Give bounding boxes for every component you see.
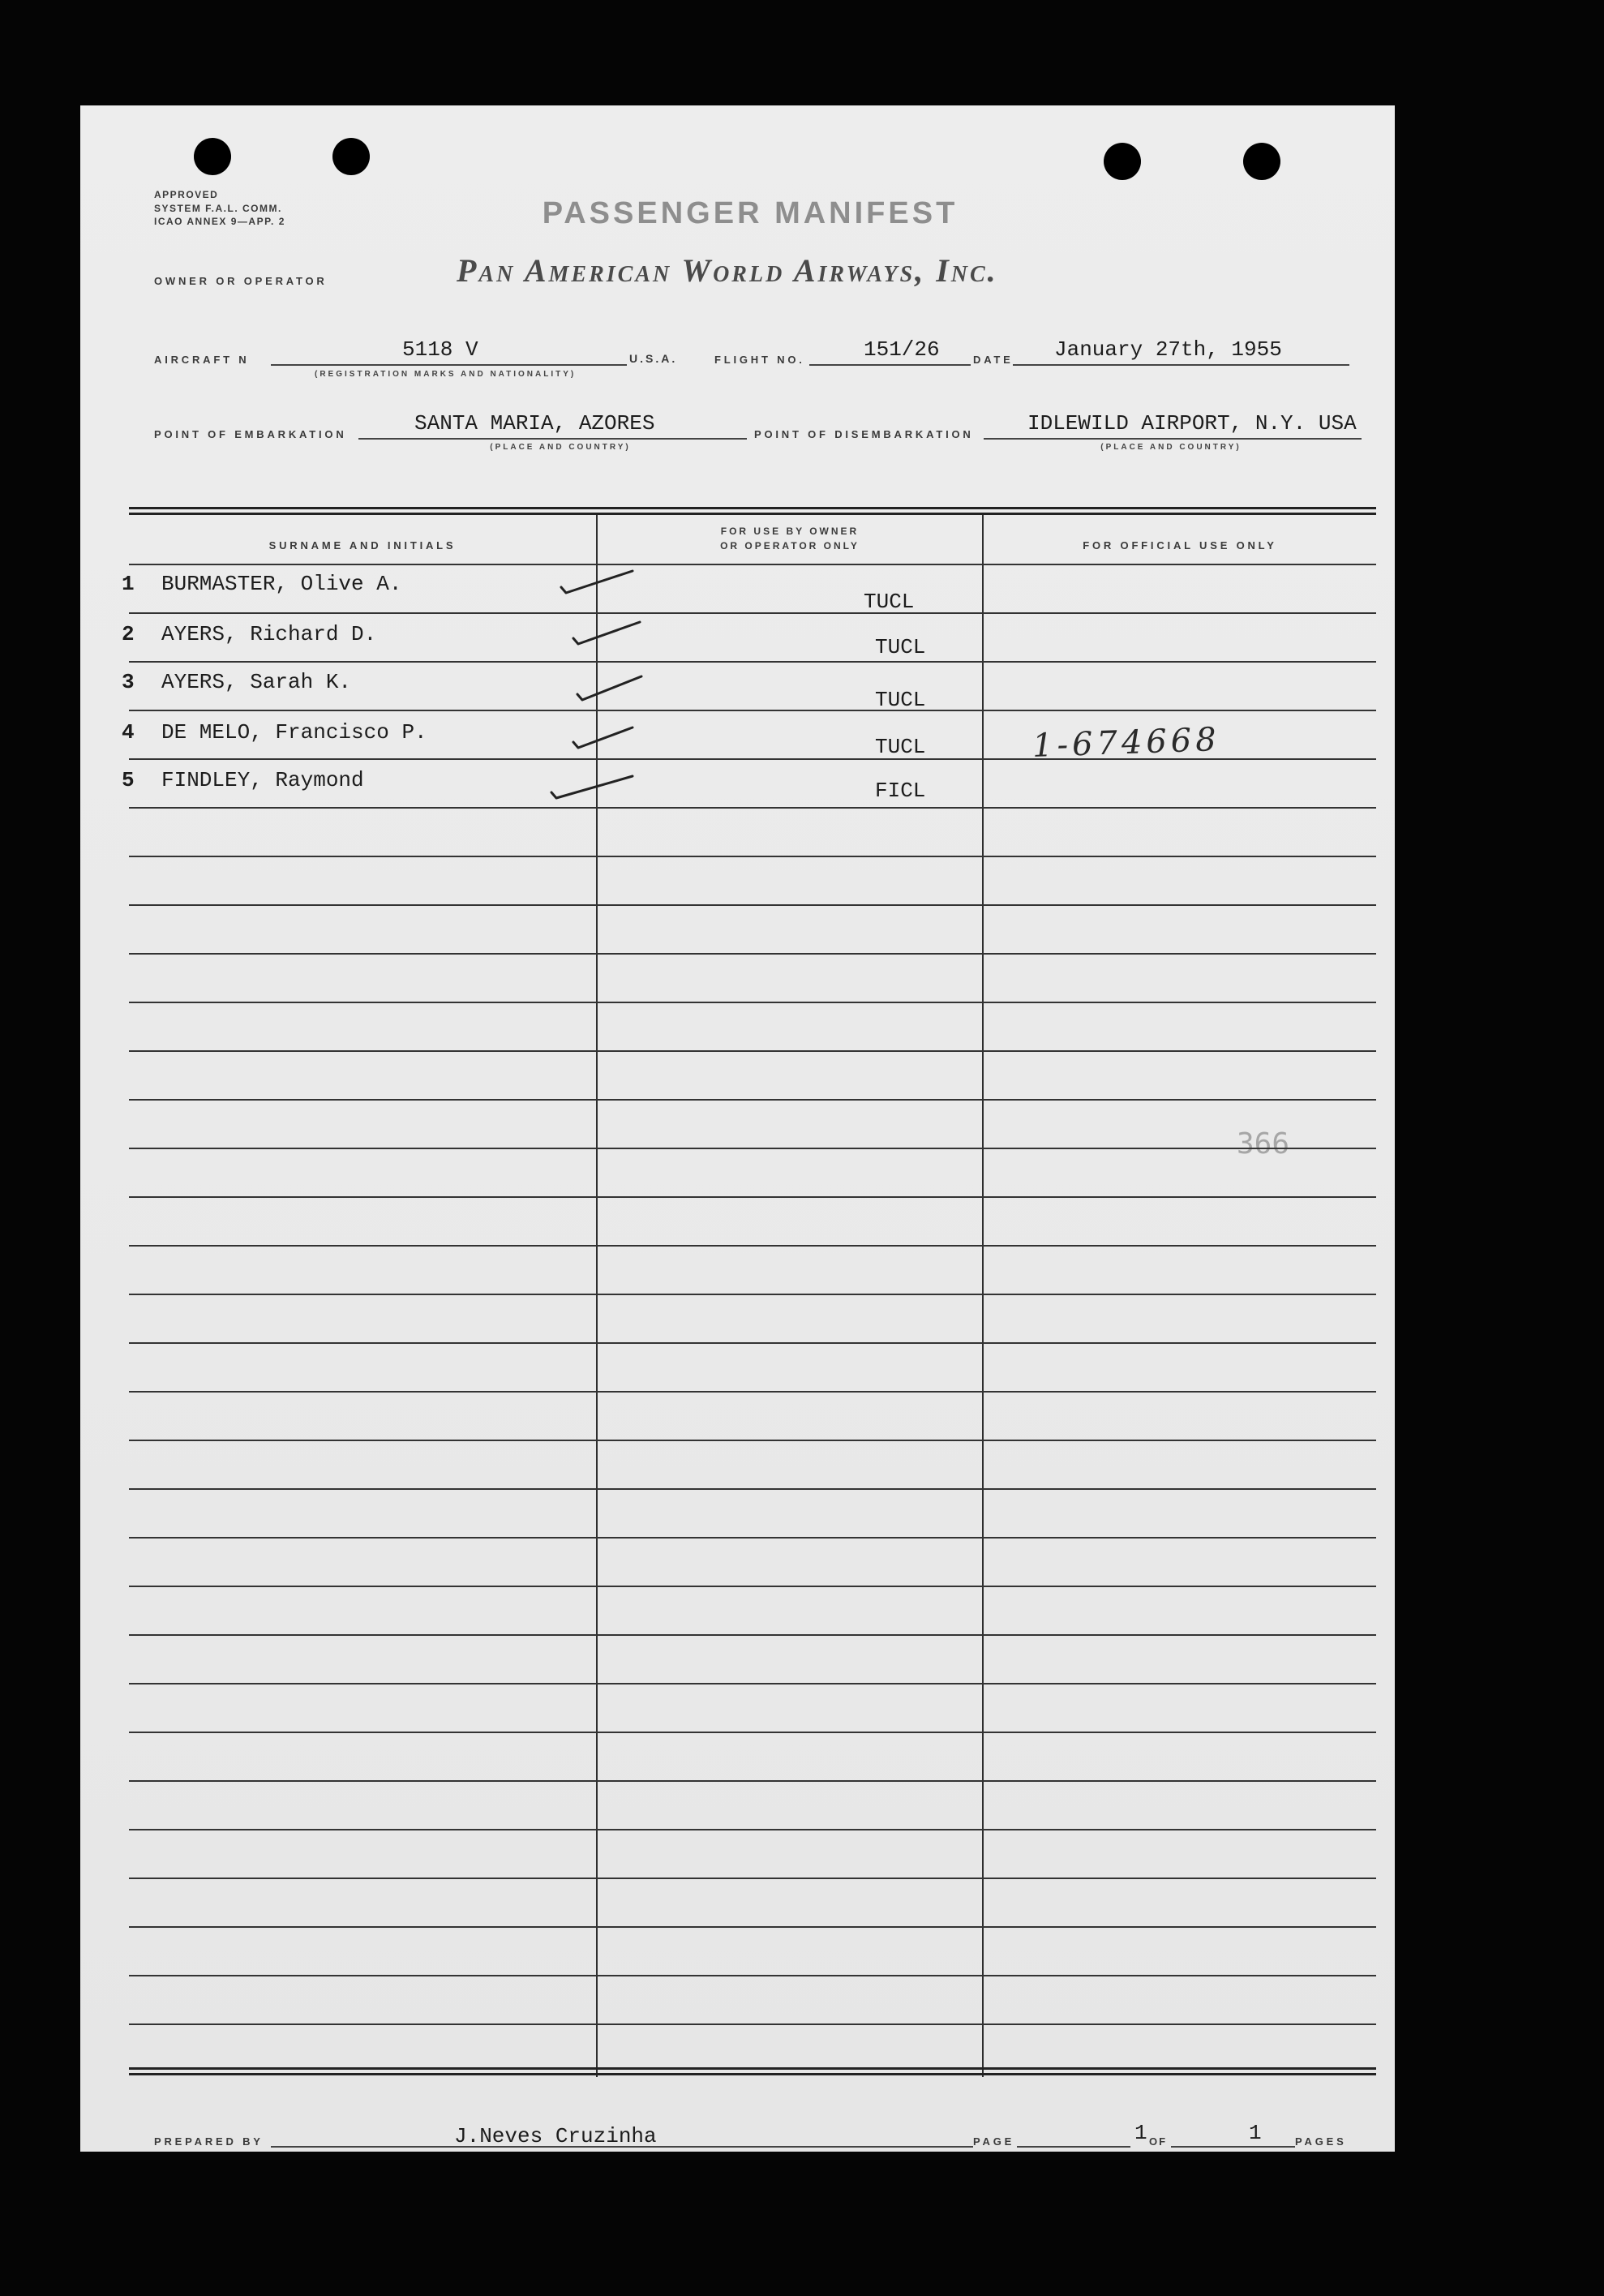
check-mark [573, 622, 640, 644]
passenger-class-code: TUCL [875, 635, 926, 659]
punch-hole [332, 138, 370, 175]
row-rule [129, 1294, 1376, 1295]
disembarkation-field-line [984, 438, 1362, 440]
row-rule [129, 1732, 1376, 1733]
pages-label: PAGES [1295, 2135, 1347, 2148]
check-mark [551, 776, 633, 798]
row-rule [129, 2023, 1376, 2025]
passenger-name: AYERS, Richard D. [161, 622, 377, 646]
row-rule [129, 1342, 1376, 1344]
row-rule [129, 612, 1376, 614]
punch-hole [1243, 143, 1280, 180]
row-rule [129, 1391, 1376, 1393]
flight-number: 151/26 [864, 337, 940, 362]
passenger-row [80, 758, 1395, 807]
row-rule [129, 856, 1376, 857]
punch-hole [1104, 143, 1141, 180]
flight-field-line [809, 364, 971, 366]
passenger-row [80, 564, 1395, 612]
column-header-owner-use-line: FOR USE BY OWNER [720, 526, 860, 537]
official-handwritten-number: 1-674668 [1031, 720, 1221, 766]
row-rule [129, 1099, 1376, 1101]
passenger-row [80, 661, 1395, 710]
check-marks [534, 560, 664, 819]
row-rule [129, 807, 1376, 809]
row-rule [129, 710, 1376, 711]
passenger-class-code: TUCL [875, 735, 926, 759]
passenger-class-code: FICL [875, 779, 926, 803]
column-header-surname: SURNAME AND INITIALS [268, 539, 457, 551]
row-rule [129, 758, 1376, 760]
row-rule [129, 1002, 1376, 1003]
column-header-owner-use [598, 524, 982, 553]
operator-name: Pan American World Airways, Inc. [457, 252, 998, 289]
table-top-rule [129, 507, 1376, 515]
embarkation-sublabel: (PLACE AND COUNTRY) [490, 443, 631, 452]
passenger-row [80, 710, 1395, 766]
embarkation-label: POINT OF EMBARKATION [154, 428, 347, 440]
table-bottom-rule [129, 2067, 1376, 2075]
manifest-page [80, 105, 1395, 2152]
disembarkation-value: IDLEWILD AIRPORT, N.Y. USA [1027, 411, 1357, 436]
check-mark [573, 727, 633, 748]
passenger-name: FINDLEY, Raymond [161, 768, 364, 792]
page-total: 1 [1249, 2121, 1262, 2145]
disembarkation-label: POINT OF DISEMBARKATION [754, 428, 974, 440]
flight-label: FLIGHT NO. [714, 354, 805, 366]
page-line [1017, 2146, 1130, 2148]
row-rule [129, 1537, 1376, 1539]
approval-line: SYSTEM F.A.L. COMM. [154, 202, 282, 214]
disembarkation-sublabel: (PLACE AND COUNTRY) [1100, 443, 1242, 452]
passenger-name: AYERS, Sarah K. [161, 670, 352, 694]
row-rule [129, 904, 1376, 906]
row-rule [129, 953, 1376, 955]
passenger-class-code: TUCL [875, 688, 926, 712]
passenger-number: 4 [122, 720, 135, 745]
page-current: 1 [1134, 2121, 1147, 2145]
date-label: DATE [973, 354, 1014, 366]
row-rule [129, 1634, 1376, 1636]
embarkation-value: SANTA MARIA, AZORES [414, 411, 655, 436]
check-mark [577, 676, 641, 700]
row-rule [129, 1148, 1376, 1149]
row-rule [129, 661, 1376, 663]
row-rule [129, 1196, 1376, 1198]
aircraft-registration: 5118 V [402, 337, 478, 362]
approval-line: APPROVED [154, 189, 219, 200]
row-rule [129, 1975, 1376, 1976]
column-header-owner-use-line: OR OPERATOR ONLY [720, 540, 860, 551]
approval-block [154, 188, 285, 229]
punch-hole [194, 138, 231, 175]
passenger-name: DE MELO, Francisco P. [161, 720, 427, 745]
passenger-number: 1 [122, 572, 135, 596]
row-rule [129, 1780, 1376, 1782]
row-rule [129, 1926, 1376, 1928]
row-rule [129, 1440, 1376, 1441]
embarkation-field-line [358, 438, 747, 440]
stamp-number: 366 [1237, 1127, 1290, 1161]
row-rule [129, 1245, 1376, 1247]
row-rule [129, 1050, 1376, 1052]
flight-date: January 27th, 1955 [1054, 337, 1282, 362]
page-label: PAGE [973, 2135, 1015, 2148]
approval-line: ICAO ANNEX 9—APP. 2 [154, 216, 285, 227]
passenger-name: BURMASTER, Olive A. [161, 572, 402, 596]
column-header-official-use: FOR OFFICIAL USE ONLY [1083, 539, 1277, 551]
page-of-label: OF [1149, 2135, 1168, 2148]
check-mark [561, 571, 633, 593]
aircraft-label: AIRCRAFT N [154, 354, 250, 366]
prepared-by-label: PREPARED BY [154, 2135, 264, 2148]
passenger-number: 2 [122, 622, 135, 646]
row-rule [129, 1488, 1376, 1490]
aircraft-field-line [271, 364, 627, 366]
row-rule [129, 1878, 1376, 1879]
aircraft-sublabel: (REGISTRATION MARKS AND NATIONALITY) [315, 370, 577, 379]
row-rule [129, 1683, 1376, 1684]
page-title: PASSENGER MANIFEST [542, 196, 959, 230]
prepared-by-value: J.Neves Cruzinha [454, 2124, 657, 2148]
passenger-number: 5 [122, 768, 135, 792]
owner-label: OWNER OR OPERATOR [154, 275, 328, 287]
date-field-line [1013, 364, 1349, 366]
row-rule [129, 1586, 1376, 1587]
passenger-class-code: TUCL [864, 590, 915, 614]
page-total-line [1171, 2146, 1295, 2148]
passenger-number: 3 [122, 670, 135, 694]
row-rule [129, 1829, 1376, 1830]
aircraft-country: U.S.A. [629, 352, 678, 365]
passenger-row [80, 612, 1395, 661]
